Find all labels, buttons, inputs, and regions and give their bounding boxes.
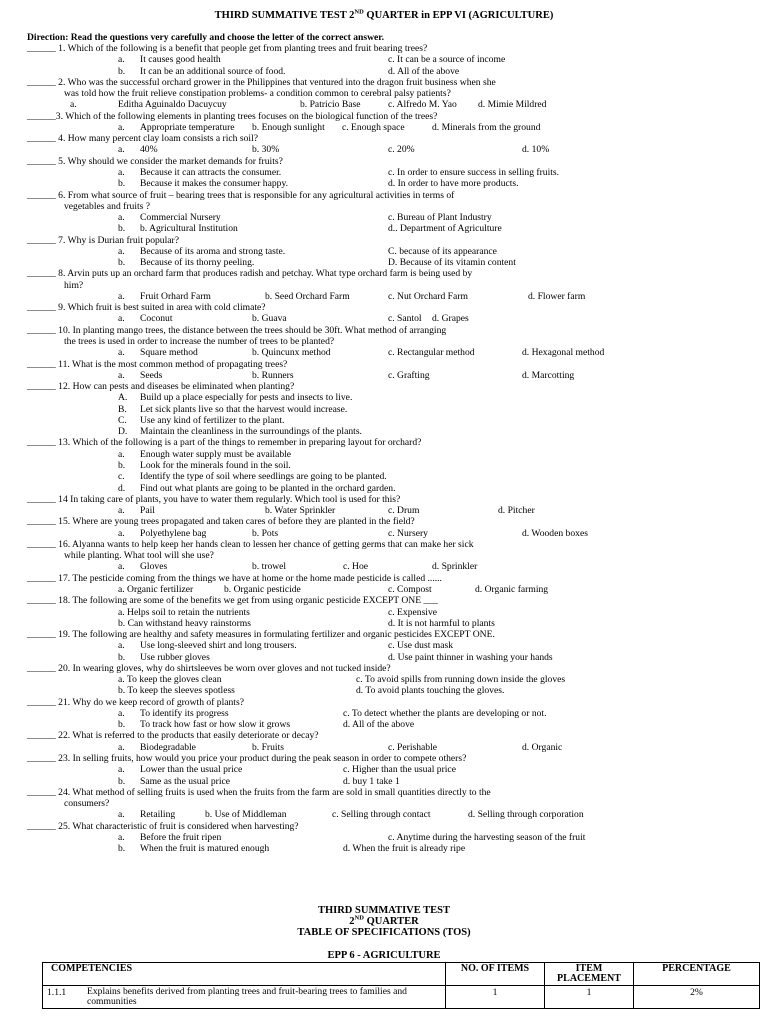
option-text: b. Pots <box>252 527 279 539</box>
option-text: c. It can be a source of income <box>388 54 506 66</box>
option-text: Pail <box>140 505 155 517</box>
option-text: Same as the usual price <box>140 775 231 787</box>
option-text: Gloves <box>140 561 168 573</box>
option-letter: a. <box>118 144 125 156</box>
question-continuation: vegetables and fruits ? <box>64 200 151 212</box>
option-text: c. Enough space <box>342 121 405 133</box>
option-text: d. Organic farming <box>475 583 549 595</box>
option-text: D. Because of its vitamin content <box>388 257 516 269</box>
option-letter: b. <box>118 223 126 235</box>
question-text: ______ 18. The following are some of the benefits we get from using organic pesticide EXCEPT ONE ___ <box>27 595 438 607</box>
option-text: d. Mimie Mildred <box>478 99 547 111</box>
question-text: ______ 23. In selling fruits, how would you price your product during the peak season in order to compete others? <box>27 753 467 764</box>
option-text: c. To detect whether the plants are developing or not. <box>343 707 547 719</box>
question-text: ______ 25. What characteristic of fruit is considered when harvesting? <box>27 820 299 832</box>
option-letter: a. <box>118 369 125 381</box>
option-text: c. Grafting <box>388 369 430 381</box>
question-text: ______ 7. Why is Durian fruit popular? <box>27 234 179 246</box>
option-text: d. Selling through corporation <box>468 809 584 821</box>
option-text: It can be an additional source of food. <box>140 65 286 77</box>
option-text: c. In order to ensure success in selling fruits. <box>388 166 560 178</box>
option-letter: a. <box>118 527 125 539</box>
option-text: c. Expensive <box>388 606 438 618</box>
option-text: c. Hoe <box>343 561 369 573</box>
option-letter: b. <box>118 65 126 77</box>
option-text: b. trowel <box>252 561 287 573</box>
question-text: ______ 21. Why do we keep record of growth of plants? <box>27 696 244 708</box>
option-text: b. Enough sunlight <box>252 121 325 133</box>
question-text: ______ 16. Alyanna wants to help keep her hands clean to lessen her chance of getting germs that can make her sick <box>27 538 474 550</box>
option-text: Enough water supply must be available <box>140 448 292 460</box>
option-text: d. In order to have more products. <box>388 178 519 190</box>
question-continuation: him? <box>64 279 84 291</box>
option-letter: a. <box>118 561 125 573</box>
option-letter: b. <box>118 459 126 471</box>
option-text: b. Use of Middleman <box>205 809 287 821</box>
placement-cell: 1 <box>545 986 634 1009</box>
option-text: Seeds <box>140 369 163 381</box>
option-text: To track how fast or how slow it grows <box>140 719 291 731</box>
option-letter: a. <box>118 741 125 753</box>
option-letter: a. <box>118 290 125 302</box>
option-text: c. Rectangular method <box>388 347 475 359</box>
option-text: 40% <box>140 144 158 156</box>
option-text: d. All of the above <box>388 65 460 77</box>
option-letter: a. <box>118 166 125 178</box>
option-letter: a. <box>118 448 125 460</box>
question-text: ______ 12. How can pests and diseases be eliminated when planting? <box>27 381 295 393</box>
option-letter: b. <box>118 843 126 855</box>
option-text: b. Fruits <box>252 741 284 753</box>
tos-header-row <box>43 963 760 986</box>
question-text: ______ 2. Who was the successful orchard grower in the Philippines that ventured into the dragon fruit business when she <box>27 76 496 88</box>
option-letter: b. <box>118 719 126 731</box>
header-placement: ITEM PLACEMENT <box>545 963 634 986</box>
option-letter: a. <box>118 707 125 719</box>
competency-cell <box>43 986 446 1009</box>
option-letter: a. <box>118 121 125 133</box>
option-text: d. buy 1 take 1 <box>343 775 400 787</box>
option-text: Identify the type of soil where seedlings are going to be planted. <box>140 471 387 483</box>
option-text: b. Seed Orchard Farm <box>265 290 350 302</box>
header-items: NO. OF ITEMS <box>446 963 545 986</box>
question-text: ______ 14 In taking care of plants, you have to water them regularly. Which tool is used for this? <box>27 493 401 505</box>
option-text: d. Pitcher <box>498 505 535 517</box>
question-text: ______ 9. Which fruit is best suited in area with cold climate? <box>27 302 266 314</box>
question-text: ______ 22. What is referred to the products that easily deteriorate or decay? <box>27 730 319 742</box>
option-text: Let sick plants live so that the harvest would increase. <box>140 403 348 415</box>
option-text: It causes good health <box>140 54 221 66</box>
tos-quarter: 2ND QUARTER <box>349 914 419 927</box>
option-text: c. Selling through contact <box>332 809 431 821</box>
question-text: ______ 6. From what source of fruit – bearing trees that is responsible for any agricultural activities in terms of <box>27 189 455 201</box>
option-text: c. Perishable <box>388 741 438 753</box>
option-letter: D. <box>118 426 128 438</box>
option-text: Fruit Orhard Farm <box>140 290 211 302</box>
option-letter: A. <box>118 392 128 404</box>
option-text: b. 30% <box>252 144 280 156</box>
option-letter: a. <box>118 347 125 359</box>
option-text: d. When the fruit is already ripe <box>343 843 466 855</box>
option-letter: B. <box>118 403 127 415</box>
option-text: Polyethylene bag <box>140 527 207 539</box>
competency-code: 1.1.1 <box>47 987 67 998</box>
option-text: d. To avoid plants touching the gloves. <box>356 685 505 697</box>
option-text: Commercial Nursery <box>140 212 221 224</box>
option-letter: a. <box>118 245 125 257</box>
option-text: To identify its progress <box>140 707 229 719</box>
option-text: b. Water Sprinkler <box>265 505 336 517</box>
question-text: ______ 24. What method of selling fruits is used when the fruits from the farm are sold in small quantities directly to the <box>27 786 491 798</box>
option-text: c. Higher than the usual price <box>343 764 456 776</box>
option-text: d. All of the above <box>343 719 415 731</box>
option-text: Lower than the usual price <box>140 764 243 776</box>
option-letter: a. <box>118 505 125 517</box>
option-text: Retailing <box>140 809 176 821</box>
question-text: ______ 20. In wearing gloves, why do shirtsleeves be worn over gloves and not tucked inside? <box>27 662 391 674</box>
option-text: d. Wooden boxes <box>522 527 588 539</box>
option-text: d. Sprinkler <box>432 561 478 573</box>
question-text: ______ 15. Where are young trees propagated and taken cares of before they are planted in the field? <box>27 516 415 528</box>
question-text: ______ 17. The pesticide coming from the things we have at home or the home made pesticide is called ...... <box>27 572 442 584</box>
option-text: c. Alfredo M. Yao <box>388 99 457 111</box>
option-text: Use any kind of fertilizer to the plant. <box>140 414 285 426</box>
option-text: b. To keep the sleeves spotless <box>118 685 235 697</box>
option-letter: a. <box>118 640 125 652</box>
option-text: Editha Aguinaldo Dacuycuy <box>118 99 227 111</box>
header-percentage: PERCENTAGE <box>634 963 760 986</box>
option-letter: a. <box>70 99 77 111</box>
option-letter: a. <box>118 764 125 776</box>
option-letter: c. <box>118 471 125 483</box>
option-text: c. Anytime during the harvesting season of the fruit <box>388 831 586 843</box>
option-text: c. Use dust mask <box>388 640 454 652</box>
option-letter: C. <box>118 414 127 426</box>
direction-text: Direction: Read the questions very carefully and choose the letter of the correct answer. <box>27 32 385 43</box>
option-text: Because it makes the consumer happy. <box>140 178 289 190</box>
option-text: a. Helps soil to retain the nutrients <box>118 606 250 618</box>
option-text: b. Organic pesticide <box>224 583 301 595</box>
question-text: ______ 13. Which of the following is a part of the things to remember in preparing layout for orchard? <box>27 437 422 449</box>
option-text: Because of its aroma and strong taste. <box>140 245 286 257</box>
option-text: c. Drum <box>388 505 420 517</box>
option-text: b. Quincunx method <box>252 347 331 359</box>
option-text: b. Patricio Base <box>300 99 361 111</box>
question-text: ______ 4. How many percent clay loam consists a rich soil? <box>27 133 258 145</box>
tos-table <box>42 962 760 1009</box>
option-letter: a. <box>118 831 125 843</box>
question-text: ______ 1. Which of the following is a benefit that people get from planting trees and fruit bearing trees? <box>27 43 428 54</box>
question-continuation: the trees is used in order to increase the number of trees to be planted? <box>64 336 335 348</box>
option-text: c. Santol <box>388 313 422 325</box>
question-text: ______ 11. What is the most common method of propagating trees? <box>27 358 288 370</box>
option-text: b. Can withstand heavy rainstorms <box>118 617 251 629</box>
option-text: d. It is not harmful to plants <box>388 617 495 629</box>
option-text: d. Grapes <box>432 313 469 325</box>
percentage-cell: 2% <box>634 986 760 1009</box>
option-text: Maintain the cleanliness in the surroundings of the plants. <box>140 426 362 438</box>
option-text: c. Nut Orchard Farm <box>388 290 468 302</box>
option-text: Use long-sleeved shirt and long trousers. <box>140 640 297 652</box>
option-letter: a. <box>118 54 125 66</box>
option-text: b. Runners <box>252 369 294 381</box>
question-text: ______ 8. Arvin puts up an orchard farm that produces radish and petchay. What type orchard farm is being used by <box>27 268 473 280</box>
option-text: d. Minerals from the ground <box>432 121 541 133</box>
option-text: a. To keep the gloves clean <box>118 674 222 686</box>
tos-heading: TABLE OF SPECIFICATIONS (TOS) <box>297 927 471 938</box>
option-text: Find out what plants are going to be planted in the orchard garden. <box>140 482 396 494</box>
option-letter: a. <box>118 212 125 224</box>
option-letter: b. <box>118 775 126 787</box>
option-text: Because of its thorny peeling. <box>140 257 255 269</box>
option-text: C. because of its appearance <box>388 245 497 257</box>
option-text: d.. Department of Agriculture <box>388 223 502 235</box>
option-text: c. To avoid spills from running down inside the gloves <box>356 674 566 686</box>
question-continuation: while planting. What tool will she use? <box>64 550 214 562</box>
option-text: c. Compost <box>388 583 432 595</box>
tos-row <box>43 986 760 1009</box>
question-continuation: was told how the fruit relieve constipation problems- a condition common to cerebral palsy patients? <box>64 88 451 100</box>
option-text: c. Bureau of Plant Industry <box>388 212 492 224</box>
page-title: THIRD SUMMATIVE TEST 2ND QUARTER in EPP VI (AGRICULTURE) <box>214 8 554 21</box>
option-text: d. 10% <box>522 144 550 156</box>
option-text: Because it can attracts the consumer. <box>140 166 282 178</box>
question-text: ______ 19. The following are healthy and safety measures in formulating fertilizer and organic pesticides EXCEPT ONE. <box>27 629 495 641</box>
option-text: b. Guava <box>252 313 287 325</box>
option-letter: d. <box>118 482 126 494</box>
option-text: Build up a place especially for pests and insects to live. <box>140 392 353 404</box>
question-text: ______ 10. In planting mango trees, the distance between the trees should be 30ft. What method of arranging <box>27 324 447 336</box>
option-text: a. Organic fertilizer <box>118 583 194 595</box>
items-cell: 1 <box>446 986 545 1009</box>
option-text: d. Marcotting <box>522 369 575 381</box>
option-text: d. Hexagonal method <box>522 347 605 359</box>
option-letter: b. <box>118 651 126 663</box>
option-text: c. Nursery <box>388 527 428 539</box>
competency-text: Explains benefits derived from planting trees and fruit-bearing trees to families and communities <box>87 986 407 1007</box>
option-letter: a. <box>118 313 125 325</box>
option-text: Coconut <box>140 313 173 325</box>
option-text: Square method <box>140 347 198 359</box>
option-text: d. Flower farm <box>528 290 586 302</box>
question-continuation: consumers? <box>64 798 110 810</box>
header-competencies: COMPETENCIES <box>43 963 446 986</box>
option-letter: b. <box>118 178 126 190</box>
option-text: Use rubber gloves <box>140 651 210 663</box>
option-text: Biodegradable <box>140 741 196 753</box>
option-text: Appropriate temperature <box>140 121 235 133</box>
option-text: b. Agricultural Institution <box>140 223 238 235</box>
option-text: c. 20% <box>388 144 415 156</box>
question-text: ______3. Which of the following elements in planting trees focuses on the biological function of the trees? <box>27 110 438 122</box>
option-text: Look for the minerals found in the soil. <box>140 459 291 471</box>
option-text: d. Organic <box>522 741 563 753</box>
option-letter: b. <box>118 257 126 269</box>
option-text: d. Use paint thinner in washing your hands <box>388 651 553 663</box>
question-text: ______ 5. Why should we consider the market demands for fruits? <box>27 155 283 167</box>
tos-subject: EPP 6 - AGRICULTURE <box>327 950 441 961</box>
option-letter: a. <box>118 809 125 821</box>
option-text: When the fruit is matured enough <box>140 843 270 855</box>
tos-title: THIRD SUMMATIVE TEST <box>317 905 451 916</box>
option-text: Before the fruit ripen <box>140 831 222 843</box>
